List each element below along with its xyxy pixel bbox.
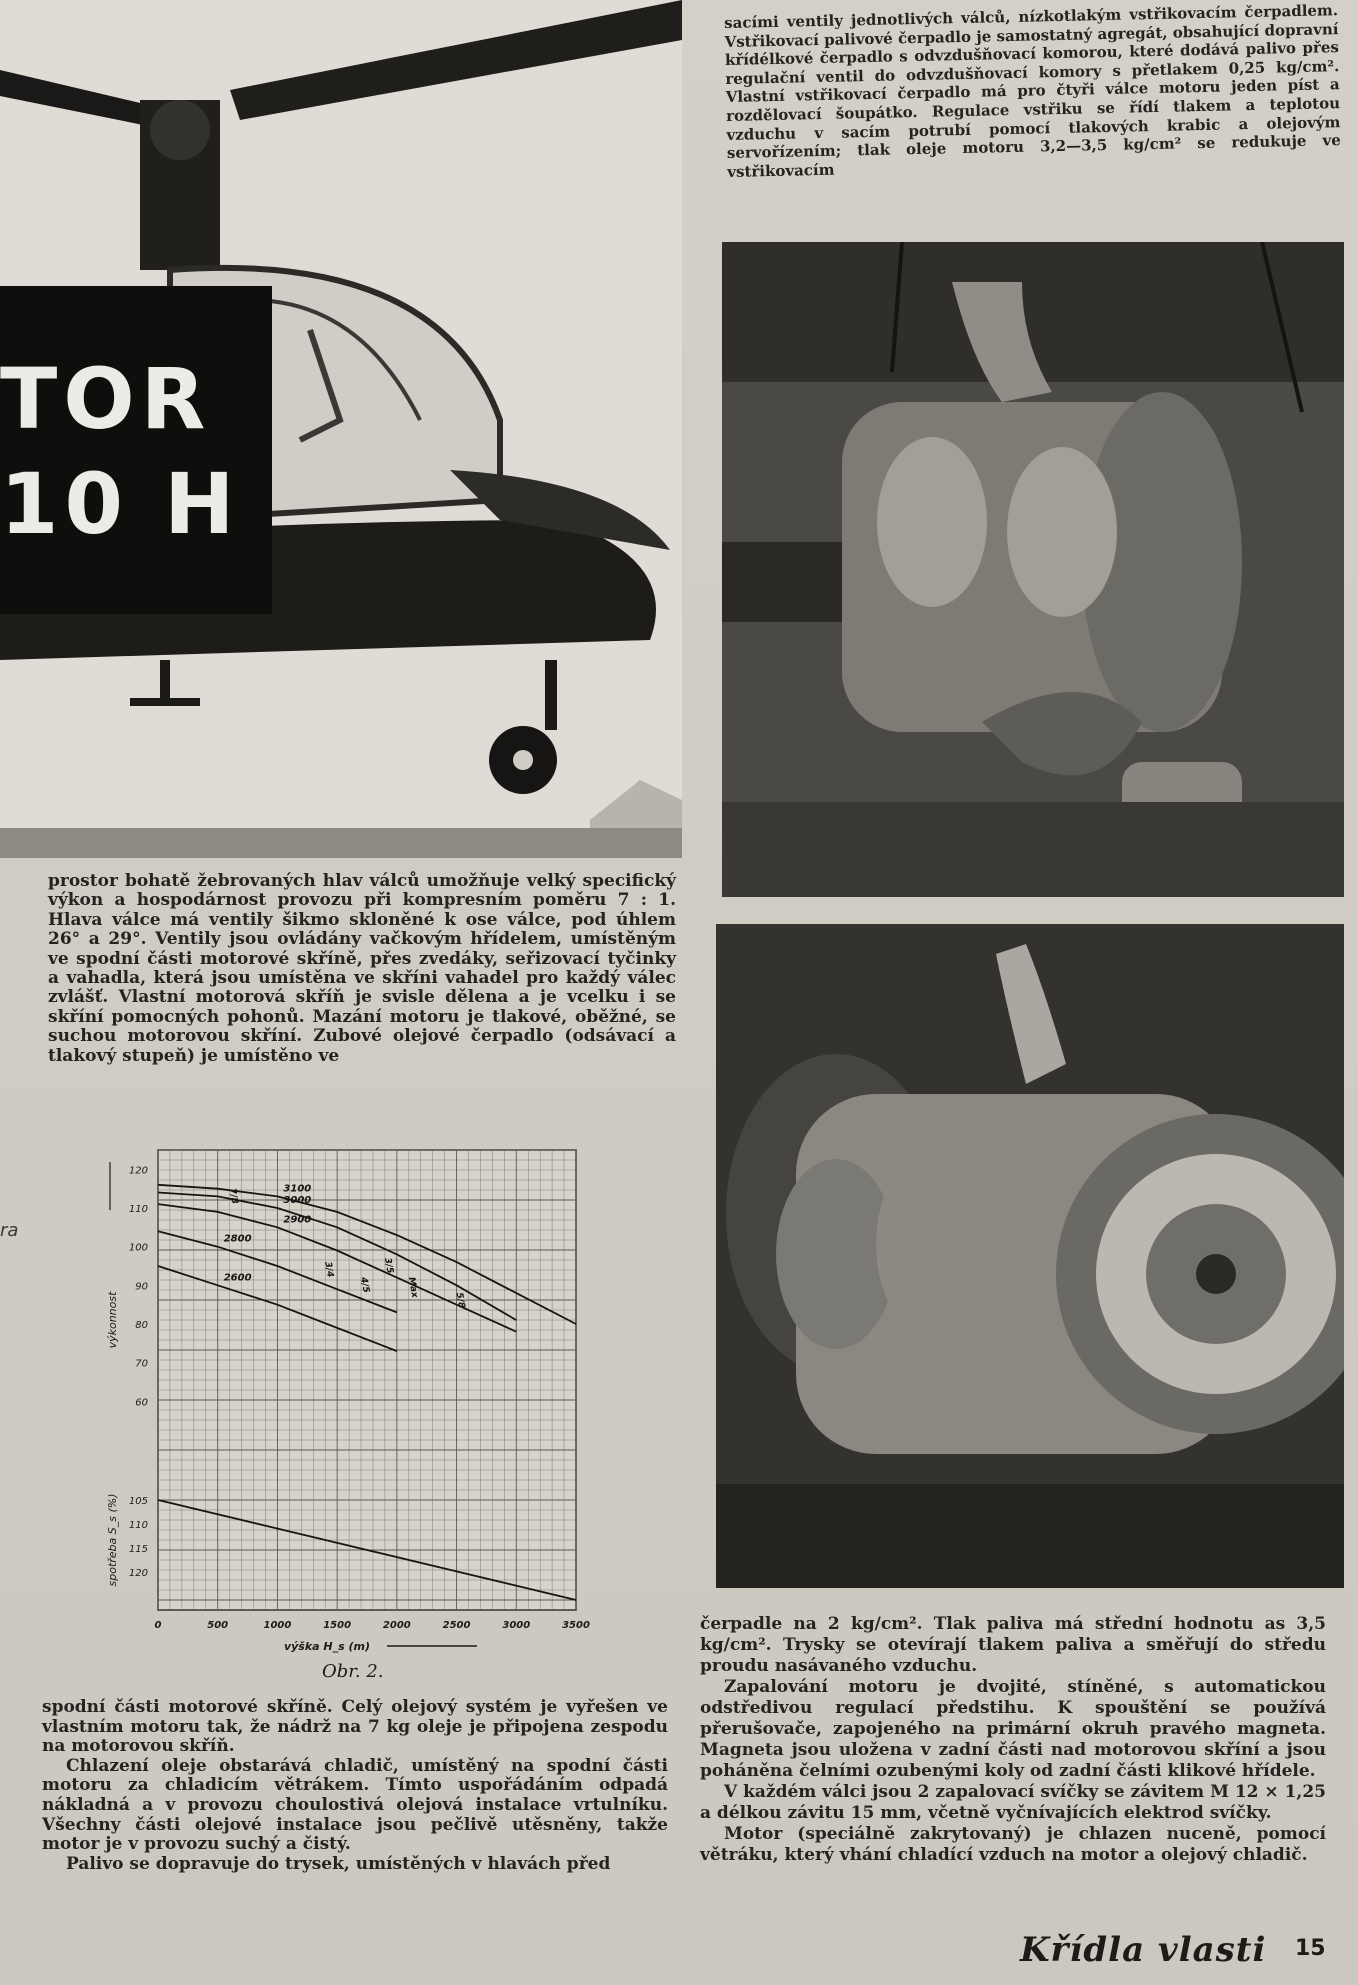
right-bottom-paragraph-1: čerpadle na 2 kg/cm². Tlak paliva má střední hodnotu as 3,5 kg/cm². Trysky se otevírají tlakem paliva a směřují do středu proudu nasávaného vzduchu. xyxy=(700,1614,1326,1676)
x-tick-label: 1500 xyxy=(323,1620,352,1631)
y-tick-label: 80 xyxy=(135,1320,148,1331)
curve-fraction-label: 5/8 xyxy=(453,1291,467,1310)
y-tick-label: 90 xyxy=(135,1281,148,1293)
page-number: 15 xyxy=(1295,1936,1326,1961)
y-axis-label-bottom: spotřeba S_s (%) xyxy=(106,1493,119,1587)
marginal-note: ra xyxy=(0,1220,19,1241)
y-tick-label-bottom: 110 xyxy=(128,1520,148,1531)
y-tick-label-bottom: 120 xyxy=(128,1568,148,1579)
series-label-2600: 2600 xyxy=(223,1272,252,1284)
right-top-paragraph: sacími ventily jednotlivých válců, nízkotlakým vstřikovacím čerpadlem. Vstřikovací palivové čerpadlo je samostatný agregát, obsahující dopravní křídélkové čerpadlo s odvzdušňovací komorou, které dodává palivo přes regulační ventil do odvzdušňovací komory s přetlakem 0,25 kg/cm². Vlastní vstřikovací čerpadlo má pro čtyři válce motoru jeden píst a rozdělovací šoupátko. Regulace vstřiku se řídí tlakem a teplotou vzduchu v sacím potrubí pomocí tlakových krabic a olejovým servořízením; tlak oleje motoru 3,2—3,5 kg/cm² se redukuje ve vstřikovacím xyxy=(724,1,1341,181)
title-line-1: TOR xyxy=(0,350,212,448)
engine-illustration-top xyxy=(722,242,1344,897)
title-panel xyxy=(0,286,272,614)
left-bottom-column xyxy=(42,1698,668,1874)
y-tick-label: 70 xyxy=(135,1358,148,1370)
curve-fraction-label: 3/4 xyxy=(322,1260,335,1279)
curve-fraction-label: Max xyxy=(405,1276,420,1299)
helicopter-photo xyxy=(0,0,682,858)
left-bottom-paragraph-2: Chlazení oleje obstarává chladič, umístěný na spodní části motoru za chladicím větrákem. Tímto uspořádáním odpadá nákladná a v provozu choulostivá olejová instalace vrtulníku. Všechny části olejové instalace jsou pečlivě utěsněny, takže motor je v provozu suchý a čistý. xyxy=(42,1755,668,1855)
y-tick-label: 120 xyxy=(128,1165,148,1177)
x-tick-label: 2000 xyxy=(382,1620,411,1631)
left-middle-paragraph: prostor bohatě žebrovaných hlav válců umožňuje velký specifický výkon a hospodárnost provozu při kompresním poměru 7 : 1. Hlava válce má ventily šikmo skloněné k ose válce, pod úhlem 26° a 29°. Ventily jsou ovládány vačkovým hřídelem, umístěným ve spodní části motorové skříně, přes zvedáky, seřizovací tyčinky a vahadla, která jsou umístěna ve skříni vahadel pro každý válec zvlášť. Vlastní motorová skříň je svisle dělena a je vcelku i se skříní pomocných pohonů. Mazání motoru je tlakové, oběžné, se suchou motorovou skříní. Zubové olejové čerpadlo (odsávací a tlakový stupeň) je umístěno ve xyxy=(48,871,676,1066)
x-tick-label: 0 xyxy=(154,1620,162,1631)
engine-photo-top xyxy=(722,242,1344,897)
x-axis-label: výška H_s (m) xyxy=(283,1640,371,1653)
y-tick-label-bottom: 115 xyxy=(128,1544,148,1555)
curve-fraction-label: 7/8 xyxy=(226,1187,240,1205)
x-tick-label: 500 xyxy=(207,1620,229,1631)
right-bottom-paragraph-2: Zapalování motoru je dvojité, stíněné, s automatickou odstředivou regulací předstihu. K spouštění se používá přerušovače, zapojeného na primární okruh pravého magneta. Magneta jsou uložena v zadní části nad motorovou skříní a jsou poháněna čelními ozubenými koly od zadní části klikové hřídele. xyxy=(700,1677,1326,1781)
magazine-logo: Křídla vlasti xyxy=(1020,1930,1267,1970)
series-label-2800: 2800 xyxy=(223,1233,252,1245)
curve-fraction-label: 4/5 xyxy=(358,1276,371,1294)
y-tick-label: 60 xyxy=(135,1397,148,1409)
y-tick-label: 100 xyxy=(128,1242,148,1254)
curve-fraction-label: 3/5 xyxy=(381,1257,395,1275)
x-tick-label: 2500 xyxy=(442,1620,471,1631)
right-bottom-column xyxy=(700,1614,1326,1866)
performance-chart xyxy=(96,1140,596,1660)
title-line-2: 10 H xyxy=(0,455,241,553)
y-tick-label: 110 xyxy=(128,1204,148,1215)
right-bottom-paragraph-3: V každém válci jsou 2 zapalovací svíčky se závitem M 12 × 1,25 a délkou závitu 15 mm, včetně vyčnívajících elektrod svíčky. xyxy=(700,1782,1326,1823)
y-tick-label-bottom: 105 xyxy=(128,1496,148,1507)
left-bottom-paragraph-1: spodní části motorové skříně. Celý olejový systém je vyřešen ve vlastním motoru tak, že nádrž na 7 kg oleje je připojena zespodu na motorovou skříň. xyxy=(42,1697,668,1757)
x-tick-label: 1000 xyxy=(263,1620,292,1631)
x-tick-label: 3500 xyxy=(562,1620,590,1631)
engine-photo-bottom xyxy=(716,924,1344,1588)
series-label-3000: 3000 xyxy=(283,1195,312,1206)
left-middle-column xyxy=(48,872,676,1066)
y-axis-label-top: výkonnost xyxy=(106,1291,119,1349)
series-label-3100: 3100 xyxy=(283,1183,312,1195)
figure-caption: Obr. 2. xyxy=(322,1661,384,1682)
right-top-column xyxy=(724,1,1341,181)
engine-illustration-bottom xyxy=(716,924,1344,1588)
left-bottom-paragraph-3: Palivo se dopravuje do trysek, umístěných v hlavách před xyxy=(66,1853,611,1874)
series-label-2900: 2900 xyxy=(283,1214,312,1226)
right-bottom-paragraph-4: Motor (speciálně zakrytovaný) je chlazen nuceně, pomocí větráku, který vhání chladící vzduch na motor a olejový chladič. xyxy=(700,1824,1326,1865)
x-tick-label: 3000 xyxy=(502,1620,531,1631)
